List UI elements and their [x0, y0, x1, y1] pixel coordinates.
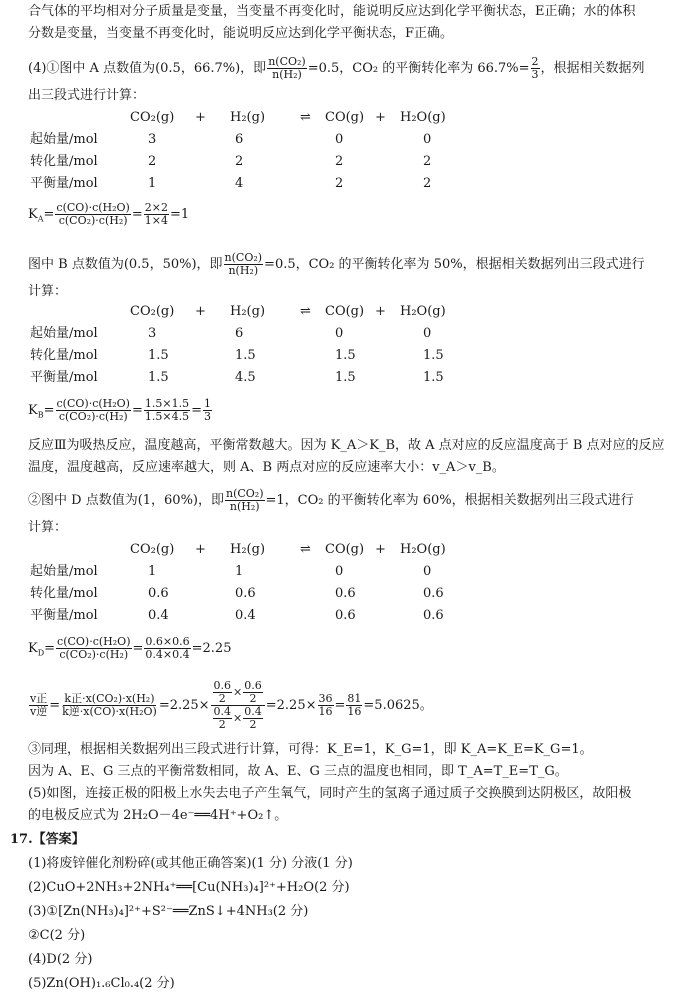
row-label: 平衡量/mol [30, 370, 98, 385]
table-cell: 0.6 [423, 586, 444, 601]
table-cell: 0.6 [148, 586, 169, 601]
fraction-numerator: c(CO)·c(H₂O) [56, 397, 130, 410]
answer-line: (3)①[Zn(NH₃)₄]²⁺+S²⁻══ZnS↓+4NH₃(2 分) [28, 904, 309, 919]
answer-line: ②C(2 分) [28, 928, 86, 943]
row-label: 平衡量/mol [30, 608, 98, 623]
row-label: 起始量/mol [30, 564, 98, 579]
fraction [55, 202, 130, 227]
equilibrium-table-a [30, 110, 460, 198]
text-span: ②图中 D 点数值为(1，60%)，即 [28, 493, 224, 508]
text-line: 因为 A、E、G 三点的平衡常数相同，故 A、E、G 三点的温度也相同，即 T_A=T_E=T_G。 [28, 764, 568, 779]
table-cell: 0.6 [335, 586, 356, 601]
ka-equation [28, 202, 684, 228]
table-cell: 2 [335, 154, 344, 169]
fraction-denominator: c(CO₂)·c(H₂) [59, 648, 129, 661]
table-header-cell: H₂(g) [230, 304, 266, 319]
table-cell: 0.6 [335, 608, 356, 623]
table-cell: 0.4 [235, 608, 256, 623]
table-header-cell: + [195, 542, 206, 557]
fraction [144, 636, 190, 661]
fraction [267, 56, 307, 81]
fraction-denominator: 2 [218, 692, 226, 705]
k-subscript: D [37, 648, 45, 658]
table-header-cell: H₂(g) [230, 542, 266, 557]
fraction-denominator: k逆·x(CO)·x(H₂O) [62, 705, 157, 718]
fraction-denominator: c(CO₂)·c(H₂) [58, 410, 128, 423]
fraction [144, 398, 190, 423]
row-label: 转化量/mol [30, 586, 98, 601]
fraction-denominator: n(H₂) [272, 68, 302, 81]
fraction-numerator: 0.6 [213, 679, 232, 692]
k-symbol: K [28, 207, 38, 222]
answer-line: (5)Zn(OH)₁.₆Cl₀.₄(2 分) [28, 976, 175, 991]
times-sign: × [233, 685, 243, 699]
table-cell: 1.5 [335, 348, 356, 363]
text-line-4a [28, 56, 684, 81]
text-line: 分数是变量，当变量不再变化时，能说明反应达到化学平衡状态，F正确。 [28, 26, 454, 41]
fraction-numerator: v正 [30, 692, 48, 705]
kb-equation: $K_B=$ $\frac{\text{c(CO)·c(H₂O)}}{\text{c(CO₂)·c(H₂)}}$ = $\frac{1.5\times 1.5}{1.5\times 4.5}$ = $\frac{1}{3}$ [28, 397, 211, 423]
fraction [61, 693, 158, 718]
fraction-denominator: 3 [204, 410, 211, 423]
table-cell: 0 [423, 326, 432, 341]
row-label: 转化量/mol [30, 154, 98, 169]
fraction-denominator: 2 [218, 718, 226, 731]
fraction-denominator: 2 [249, 692, 257, 705]
text-span: = [334, 698, 346, 713]
text-line: 的电极反应式为 2H₂O－4e⁻══4H⁺+O₂↑。 [28, 808, 288, 823]
table-header-cell: + [375, 542, 386, 557]
table-cell: 4 [235, 176, 244, 191]
table-cell: 0 [335, 326, 344, 341]
equilibrium-table-b [30, 304, 460, 392]
table-cell: 1 [148, 176, 157, 191]
fraction-numerator: 1 [204, 397, 211, 410]
text-span: =1 [169, 207, 190, 222]
text-span: =2.25× [265, 698, 317, 713]
text-span: = [43, 207, 55, 222]
table-header-cell: H₂O(g) [400, 304, 446, 319]
fraction-denominator: 1×4 [144, 214, 168, 227]
table-header-cell: + [375, 110, 386, 125]
table-cell: 1.5 [148, 348, 169, 363]
fraction [346, 693, 362, 718]
table-header-cell: CO₂(g) [130, 542, 175, 557]
fraction-numerator: 81 [347, 692, 362, 705]
table-cell: 2 [335, 176, 344, 191]
text-span: ，根据相关数据列 [540, 61, 645, 76]
text-span: =1，CO₂ 的平衡转化率为 60%，根据相关数据列出三段式进行 [265, 493, 634, 508]
fraction-denominator: v逆 [30, 705, 48, 718]
fraction-numerator: 0.4 [244, 705, 262, 718]
table-cell: 1 [235, 564, 244, 579]
fraction-numerator: 0.4 [213, 705, 232, 718]
table-cell: 2 [148, 154, 157, 169]
fraction-numerator: c(CO)·c(H₂O) [57, 635, 131, 648]
fraction-numerator: 0.6×0.6 [145, 635, 190, 648]
fraction-denominator: 2 [249, 718, 257, 731]
row-label: 平衡量/mol [30, 176, 98, 191]
table-header-cell: ⇌ [300, 542, 311, 557]
rate-equation: $\frac{\text{v正}}{\text{v逆}}$ = $\frac{\text{k正·x(CO₂)·x(H₂)}}{\text{k逆·x(CO)·x(H₂O)}}$ =2.25× $\frac{0.6}{2}$ × $\frac{0.6}{2}$ $\frac{0.4}{2}$ × $\frac{0.4}{2}$ =2.25× $\frac{36}{16}$ = $\frac{81}{16}$ =5.0625。 [30, 679, 433, 731]
table-header-cell: + [195, 110, 206, 125]
text-span: =2.25× [158, 698, 210, 713]
fraction-numerator: n(CO₂) [226, 487, 264, 500]
k-subscript: A [37, 214, 44, 224]
fraction [531, 56, 540, 81]
text-line: 合气体的平均相对分子质量是变量，当变量不再变化时，能说明反应达到化学平衡状态，E正确；水的体积 [28, 4, 636, 19]
fraction-numerator: 2 [531, 55, 539, 68]
answer-line: (2)CuO+2NH₃+2NH₄⁺══[Cu(NH₃)₄]²⁺+H₂O(2 分) [28, 880, 350, 895]
table-header-cell: H₂O(g) [400, 110, 446, 125]
table-cell: 1.5 [423, 348, 444, 363]
table-cell: 3 [148, 326, 157, 341]
fraction [203, 398, 212, 423]
fraction [56, 398, 131, 423]
table-header-cell: CO(g) [325, 304, 365, 319]
fraction-denominator: n(H₂) [228, 264, 259, 277]
table-header-cell: CO₂(g) [130, 110, 175, 125]
table-cell: 6 [235, 326, 244, 341]
row-label: 起始量/mol [30, 132, 98, 147]
fraction [224, 252, 264, 277]
fraction-denominator: 16 [347, 705, 362, 718]
fraction-numerator: n(CO₂) [268, 55, 306, 68]
table-cell: 0 [423, 564, 432, 579]
table-cell: 2 [235, 154, 244, 169]
equilibrium-table-d [30, 542, 460, 630]
text-line: ③同理，根据相关数据列出三段式进行计算，可得：K_E=1，K_G=1，即 K_A=K_E=K_G=1。 [28, 742, 593, 757]
table-header-cell: + [375, 304, 386, 319]
text-line-d [28, 488, 684, 513]
fraction-numerator: 36 [318, 692, 333, 705]
table-header-cell: H₂(g) [230, 110, 266, 125]
text-span: =0.5，CO₂ 的平衡转化率为 66.7%= [307, 61, 530, 76]
table-cell: 0.4 [148, 608, 169, 623]
text-span: =2.25 [191, 641, 232, 656]
k-subscript: B [37, 410, 44, 420]
table-cell: 1.5 [148, 370, 169, 385]
table-header-cell: H₂O(g) [400, 542, 446, 557]
fraction-denominator: 3 [531, 68, 539, 81]
fraction-numerator: c(CO)·c(H₂O) [56, 201, 130, 214]
kd-equation: $K_D=$ $\frac{\text{c(CO)·c(H₂O)}}{\text{c(CO₂)·c(H₂)}}$ = $\frac{0.6\times 0.6}{0.4\times 0.4}$ =2.25 [28, 635, 232, 661]
row-label: 转化量/mol [30, 348, 98, 363]
fraction [144, 202, 169, 227]
table-cell: 0.6 [235, 586, 256, 601]
table-cell: 0 [423, 132, 432, 147]
text-line: (5)如图，连接正极的阳极上水失去电子产生氧气，同时产生的氢离子通过质子交换膜到达阴极区，故阳极 [28, 786, 632, 801]
table-header-cell: CO₂(g) [130, 304, 175, 319]
table-header-cell: CO(g) [325, 542, 365, 557]
text-line-b [28, 252, 684, 277]
answer-line: (1)将废锌催化剂粉碎(或其他正确答案)(1 分) 分液(1 分) [28, 856, 353, 871]
fraction-numerator: 2×2 [144, 201, 168, 214]
table-cell: 1.5 [423, 370, 444, 385]
table-cell: 6 [235, 132, 244, 147]
text-line: 出三段式进行计算： [28, 88, 146, 103]
fraction-numerator [211, 680, 265, 706]
fraction-denominator: 16 [318, 705, 333, 718]
compound-fraction [211, 680, 265, 731]
times-sign: × [233, 711, 243, 725]
fraction-numerator: n(CO₂) [224, 251, 263, 264]
table-header-cell: ⇌ [300, 304, 311, 319]
table-header-cell: ⇌ [300, 110, 311, 125]
table-cell: 1.5 [235, 348, 256, 363]
k-symbol: K [28, 403, 38, 418]
table-cell: 0.6 [423, 608, 444, 623]
fraction-numerator: 1.5×1.5 [144, 397, 190, 410]
answer-heading: 17.【答案】 [10, 832, 85, 847]
fraction [56, 636, 131, 661]
table-cell: 2 [423, 154, 432, 169]
text-span: =0.5，CO₂ 的平衡转化率为 50%，根据相关数据列出三段式进行 [264, 257, 645, 272]
fraction [225, 488, 265, 513]
table-cell: 0 [335, 132, 344, 147]
text-line: 计算： [28, 520, 68, 535]
table-cell: 3 [148, 132, 157, 147]
fraction-denominator: 0.4×0.4 [145, 648, 190, 661]
text-span: =5.0625。 [363, 698, 433, 713]
text-line: 温度，温度越高，反应速率越大，则 A、B 两点对应的反应速率大小：v_A＞v_B。 [28, 460, 505, 475]
table-header-cell: + [195, 304, 206, 319]
text-span: = [131, 207, 143, 222]
fraction [318, 693, 334, 718]
row-label: 起始量/mol [30, 326, 98, 341]
fraction-numerator: 0.6 [244, 679, 262, 692]
answer-line: (4)D(2 分) [28, 952, 93, 967]
fraction [29, 693, 48, 718]
fraction-numerator: k正·x(CO₂)·x(H₂) [64, 692, 155, 705]
table-header-cell: CO(g) [325, 110, 365, 125]
table-cell: 1 [148, 564, 157, 579]
k-symbol: K [28, 641, 38, 656]
fraction-denominator: 1.5×4.5 [144, 410, 190, 423]
fraction-denominator: c(CO₂)·c(H₂) [58, 214, 128, 227]
text-span: 图中 B 点数值为(0.5，50%)，即 [28, 257, 223, 272]
text-line: 计算： [28, 284, 68, 299]
fraction-denominator: n(H₂) [229, 500, 260, 513]
fraction-denominator [211, 706, 265, 731]
table-cell: 0 [335, 564, 344, 579]
text-line: 反应Ⅲ为吸热反应，温度越高，平衡常数越大。因为 K_A＞K_B，故 A 点对应的反应温度高于 B 点对应的反应 [28, 438, 665, 453]
table-cell: 4.5 [235, 370, 256, 385]
table-cell: 1.5 [335, 370, 356, 385]
text-span: (4)①图中 A 点数值为(0.5，66.7%)，即 [28, 61, 267, 76]
table-cell: 2 [423, 176, 432, 191]
